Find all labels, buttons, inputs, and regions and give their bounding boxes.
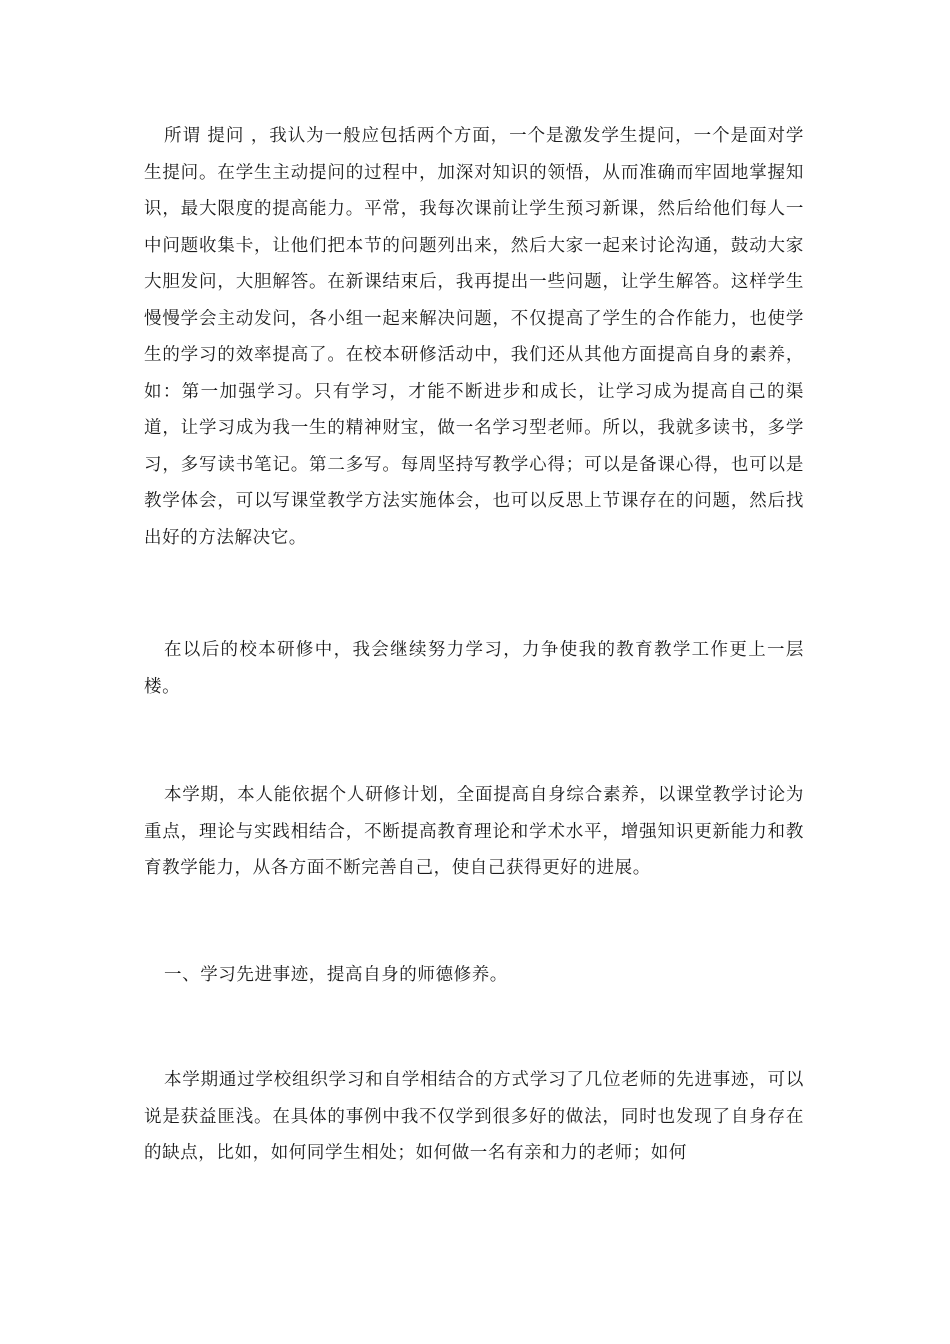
paragraph-questioning: 所谓 提问 ，我认为一般应包括两个方面，一个是激发学生提问，一个是面对学生提问。在学生主动提问的过程中，加深对知识的领悟，从而准确而牢固地掌握知识，最大限度的提高能力。平常，我每次课前让学生预习新课，然后给他们每人一中问题收集卡，让他们把本节的问题列出来，然后大家一起来讨论沟通，鼓动大家大胆发问，大胆解答。在新课结束后，我再提出一些问题，让学生解答。这样学生慢慢学会主动发问，各小组一起来解决问题，不仅提高了学生的合作能力，也使学生的学习的效率提高了。在校本研修活动中，我们还从其他方面提高自身的素养，如：第一加强学习。只有学习，才能不断进步和成长，让学习成为提高自己的渠道，让学习成为我一生的精神财宝，做一名学习型老师。所以，我就多读书，多学习，多写读书笔记。第二多写。每周坚持写教学心得；可以是备课心得，也可以是教学体会，可以写课堂教学方法实施体会，也可以反思上节课存在的问题，然后找出好的方法解决它。: [144, 126, 804, 548]
paragraph-advanced-deeds: 本学期通过学校组织学习和自学相结合的方式学习了几位老师的先进事迹，可以说是获益匪浅。在具体的事例中我不仅学到很多好的做法，同时也发现了自身存在的缺点，比如，如何同学生相处；如何做一名有亲和力的老师；如何: [144, 1070, 804, 1163]
paragraph-semester-summary: 本学期，本人能依据个人研修计划，全面提高自身综合素养，以课堂教学讨论为重点，理论与实践相结合，不断提高教育理论和学术水平，增强知识更新能力和教育教学能力，从各方面不断完善自己，使自己获得更好的进展。: [144, 785, 804, 878]
section-heading-ethics: 一、学习先进事迹，提高自身的师德修养。: [164, 965, 508, 985]
paragraph-future-study: 在以后的校本研修中，我会继续努力学习，力争使我的教育教学工作更上一层楼。: [144, 640, 804, 697]
